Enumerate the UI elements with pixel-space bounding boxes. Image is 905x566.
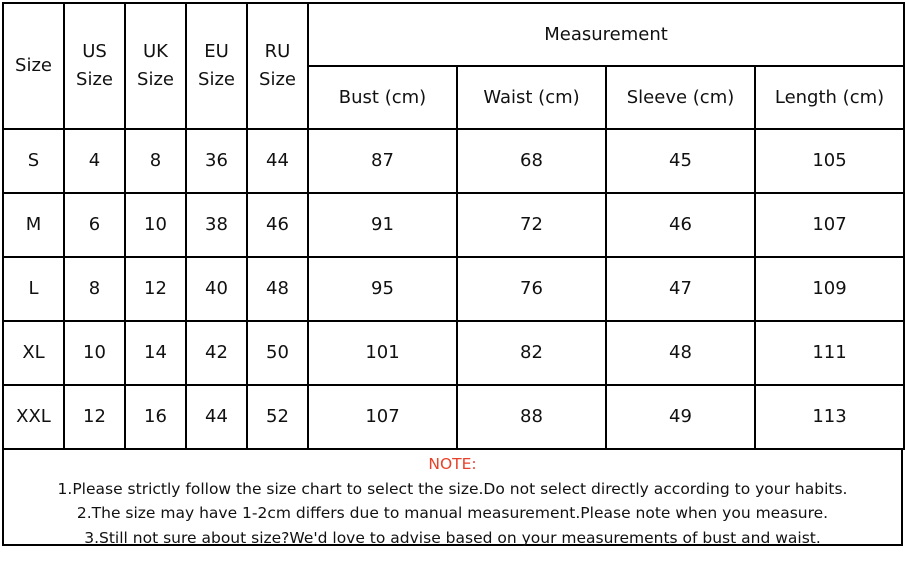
table-row (3, 193, 904, 257)
cell-waist: 72 (457, 193, 606, 257)
cell-length: 111 (755, 321, 904, 385)
table-row (3, 385, 904, 449)
cell-eu: 44 (186, 385, 247, 449)
size-chart-frame (2, 2, 903, 564)
cell-us: 12 (64, 385, 125, 449)
cell-eu: 40 (186, 257, 247, 321)
cell-sleeve: 45 (606, 129, 755, 193)
header-row (3, 3, 904, 66)
cell-length: 105 (755, 129, 904, 193)
note-line: 3.Still not sure about size?We'd love to advise based on your measurements of bust and waist. (84, 528, 821, 547)
cell-uk: 16 (125, 385, 186, 449)
cell-waist: 82 (457, 321, 606, 385)
cell-sleeve: 46 (606, 193, 755, 257)
cell-bust: 91 (308, 193, 457, 257)
cell-bust: 101 (308, 321, 457, 385)
cell-uk: 8 (125, 129, 186, 193)
cell-ru: 44 (247, 129, 308, 193)
note-line: 1.Please strictly follow the size chart to select the size.Do not select directly according to your habits. (57, 479, 848, 498)
cell-uk: 14 (125, 321, 186, 385)
note-title: NOTE: (428, 455, 477, 473)
size-chart-table (2, 2, 905, 450)
cell-us: 8 (64, 257, 125, 321)
size-header: Size (3, 3, 64, 129)
cell-eu: 42 (186, 321, 247, 385)
cell-size: L (3, 257, 64, 321)
eu-size-header: EU Size (186, 3, 247, 129)
cell-us: 10 (64, 321, 125, 385)
cell-length: 109 (755, 257, 904, 321)
length-header: Length (cm) (755, 66, 904, 129)
cell-waist: 68 (457, 129, 606, 193)
cell-size: XL (3, 321, 64, 385)
cell-us: 4 (64, 129, 125, 193)
cell-length: 113 (755, 385, 904, 449)
table-row (3, 257, 904, 321)
cell-bust: 87 (308, 129, 457, 193)
notes-section (2, 450, 903, 546)
waist-header: Waist (cm) (457, 66, 606, 129)
table-row (3, 129, 904, 193)
cell-ru: 46 (247, 193, 308, 257)
cell-size: XXL (3, 385, 64, 449)
uk-size-header: UK Size (125, 3, 186, 129)
cell-sleeve: 48 (606, 321, 755, 385)
cell-size: S (3, 129, 64, 193)
cell-ru: 50 (247, 321, 308, 385)
table-row (3, 321, 904, 385)
cell-ru: 48 (247, 257, 308, 321)
cell-eu: 38 (186, 193, 247, 257)
cell-waist: 88 (457, 385, 606, 449)
cell-us: 6 (64, 193, 125, 257)
cell-waist: 76 (457, 257, 606, 321)
note-line: 2.The size may have 1-2cm differs due to manual measurement.Please note when you measure. (76, 504, 829, 522)
cell-bust: 107 (308, 385, 457, 449)
cell-eu: 36 (186, 129, 247, 193)
us-size-header: US Size (64, 3, 125, 129)
cell-size: M (3, 193, 64, 257)
cell-sleeve: 49 (606, 385, 755, 449)
sleeve-header: Sleeve (cm) (606, 66, 755, 129)
cell-length: 107 (755, 193, 904, 257)
ru-size-header: RU Size (247, 3, 308, 129)
cell-sleeve: 47 (606, 257, 755, 321)
cell-uk: 12 (125, 257, 186, 321)
cell-bust: 95 (308, 257, 457, 321)
measurement-header: Measurement (308, 3, 904, 66)
cell-ru: 52 (247, 385, 308, 449)
bust-header: Bust (cm) (308, 66, 457, 129)
cell-uk: 10 (125, 193, 186, 257)
